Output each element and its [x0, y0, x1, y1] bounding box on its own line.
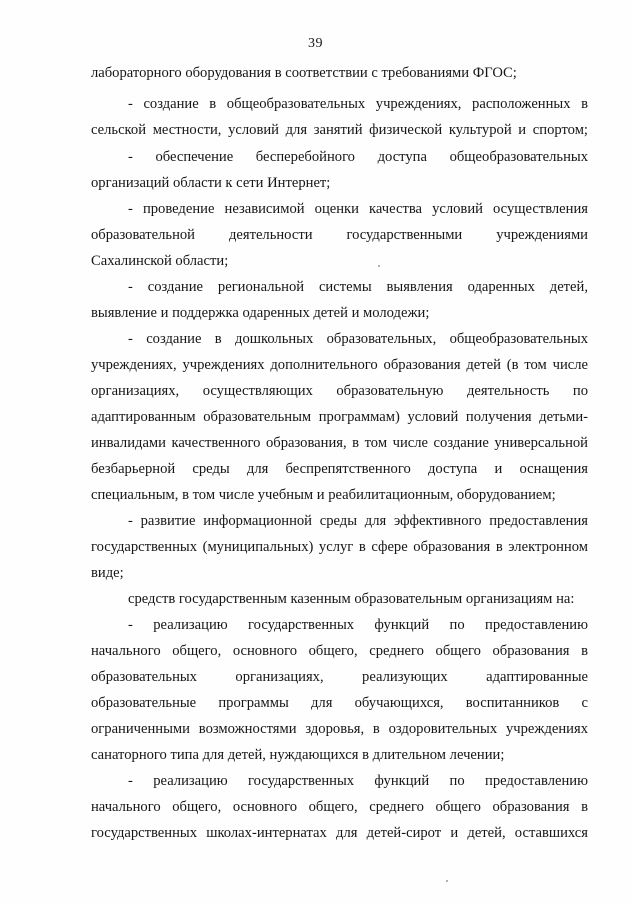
text-line: - проведение независимой оценки качества условий осуществления: [128, 201, 588, 217]
text-line: выявление и поддержка одаренных детей и молодежи;: [91, 305, 430, 321]
text-line: - обеспечение бесперебойного доступа общеобразовательных: [128, 149, 588, 165]
text-line: организаций области к сети Интернет;: [91, 175, 331, 191]
text-line: специальным, в том числе учебным и реабилитационным, оборудованием;: [91, 487, 556, 503]
text-line: ограниченными возможностями здоровья, в оздоровительных учреждениях: [91, 721, 588, 737]
text-line: государственных школах-интернатах для детей-сирот и детей, оставшихся: [91, 825, 588, 841]
text-line: образовательных организациях, реализующих адаптированные: [91, 669, 588, 685]
text-line: адаптированным образовательным программам) условий получения детьми-: [91, 409, 588, 425]
text-line: образовательной деятельности государственными учреждениями: [91, 227, 588, 243]
text-line: средств государственным казенным образовательным организациям на:: [128, 591, 575, 607]
text-line: безбарьерной среды для беспрепятственного доступа и оснащения: [91, 461, 588, 477]
text-line: инвалидами качественного образования, в том числе создание универсальной: [91, 435, 588, 451]
text-line: санаторного типа для детей, нуждающихся в длительном лечении;: [91, 747, 505, 763]
text-line: - развитие информационной среды для эффективного предоставления: [128, 513, 588, 529]
text-line: - создание в дошкольных образовательных, общеобразовательных: [128, 331, 588, 347]
text-line: начального общего, основного общего, среднего общего образования в: [91, 799, 588, 815]
text-line: лабораторного оборудования в соответствии с требованиями ФГОС;: [91, 65, 517, 81]
text-line: учреждениях, учреждениях дополнительного образования детей (в том числе: [91, 357, 588, 373]
text-line: Сахалинской области;: [91, 253, 229, 269]
scan-speck: [446, 880, 448, 882]
scan-speck: [378, 265, 380, 267]
text-line: виде;: [91, 565, 124, 581]
text-line: - реализацию государственных функций по предоставлению: [128, 773, 588, 789]
text-line: - создание в общеобразовательных учреждениях, расположенных в: [128, 96, 588, 112]
text-line: организациях, осуществляющих образовательную деятельность по: [91, 383, 588, 399]
page-number: 39: [308, 36, 323, 51]
text-line: - реализацию государственных функций по предоставлению: [128, 617, 588, 633]
text-line: образовательные программы для обучающихся, воспитанников с: [91, 695, 588, 711]
text-line: - создание региональной системы выявления одаренных детей,: [128, 279, 588, 295]
text-line: начального общего, основного общего, среднего общего образования в: [91, 643, 588, 659]
text-line: сельской местности, условий для занятий физической культурой и спортом;: [91, 122, 588, 138]
text-line: государственных (муниципальных) услуг в сфере образования в электронном: [91, 539, 588, 555]
